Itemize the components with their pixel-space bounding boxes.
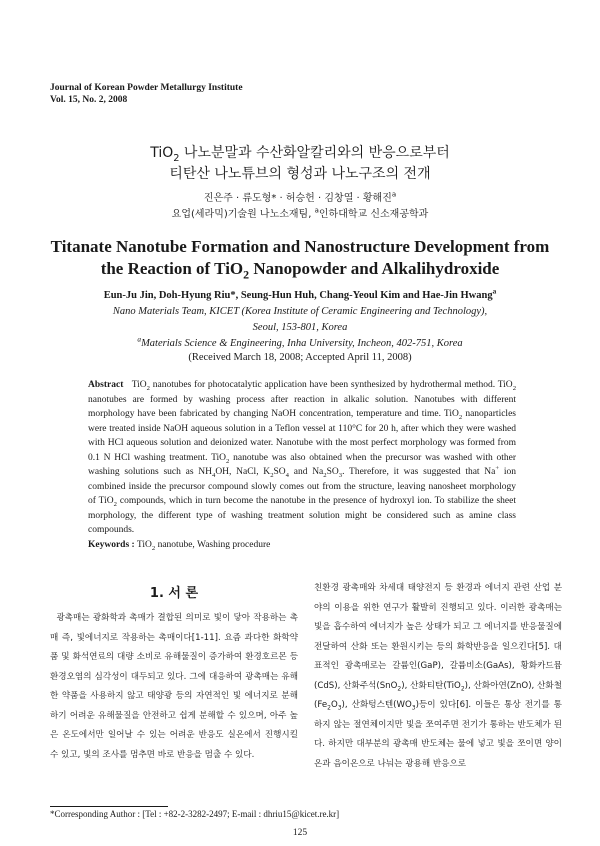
- received-dates: (Received March 18, 2008; Accepted April 11, 2008): [188, 352, 412, 363]
- korean-title: [0, 143, 600, 185]
- footnote-divider: [50, 806, 168, 807]
- korean-affiliation: 요업(세라믹)기술원 나노소재팀, $^a$인하대학교 신소재공학과: [171, 206, 429, 220]
- keywords: Keywords : TiO$_2$ nanotube, Washing procedure: [88, 540, 271, 552]
- english-affiliations: [0, 304, 600, 352]
- english-title-line1: Titanate Nanotube Formation and Nanostructure Development from: [50, 237, 550, 256]
- affiliation-kicet-city: Seoul, 153-801, Korea: [252, 322, 348, 333]
- affiliation-inha: $^a$Materials Science & Engineering, Inha University, Incheon, 402-751, Korea: [137, 334, 463, 349]
- korean-author-list: 진은주 · 류도형* · 허승헌 · 김창열 · 황해진$^a$: [203, 190, 397, 204]
- keywords-label: Keywords :: [88, 540, 135, 550]
- korean-title-line2: 티탄산 나노튜브의 형성과 나노구조의 전개: [169, 166, 431, 182]
- page-number: 125: [292, 828, 308, 838]
- korean-title-line1: TiO$_2$ 나노분말과 수산화알칼리와의 반응으로부터: [150, 145, 450, 164]
- body-column-left: 광촉매는 광화학과 촉매가 결합된 의미로 빛이 닿아 작용하는 촉매 즉, 빛에너지로 작용하는 촉매이다[1-11]. 요즘 과다한 화학약품 및 화석연료의 대량 소비로 유해물질이 증가하여 환경호르몬 등 환경오염의 심각성이 대두되고 있다. 그에 대응하여 광촉매는 유해한 약품을 사용하지 않고 태양광 등의 자연적인 빛 에너지로 분해하기 어려운 유해물질을 안전하고 쉽게 분해할 수 있으며, 아주 높은 온도에서만 일어날 수 있는 어려운 반응도 실온에서 진행시킬 수 있고, 빛의 조사를 멈추면 바로 반응을 멈출 수 있다.: [50, 613, 298, 760]
- body-column-right: 친환경 광촉매와 차세대 태양전지 등 환경과 에너지 관련 산업 분야의 이용을 위한 연구가 활발히 진행되고 있다. 이러한 광촉매는 빛을 흡수하여 에너지가 높은 상태가 되고 그 에너지를 반응물질에 전달하여 산화 또는 환원시키는 등의 화학반응을 일으킨다[5]. 대표적인 광촉매로는 갈륨인(GaP), 갈륨비소(GaAs), 황화카드뮴(CdS), 산화주석(SnO$_2$), 산화티탄(TiO$_2$), 산화아연(ZnO), 산화철$(Fe_2O_3)$, 산화텅스텐$(WO_3)$등이 있다[6]. 이들은 통상 전기를 통하지 않는 절연체이지만 빛을 쪼여주면 전기가 통하는 반도체가 된다. 하지만 대부분의 광촉매 반도체는 물에 넣고 빛을 쪼이면 양이온과 음이온으로 나눠는 광용해 반응으로: [314, 583, 562, 769]
- abstract: Abstract TiO$_2$ nanotubes for photocatalytic application have been synthesized by hydrothermal method. TiO$_2$ nanotubes are formed by washing process after reaction in alkalic solution. Nanotubes with different morphology have been fabricated by changing NaOH concentration, temperature and time. TiO$_2$ nanoparticles were treated inside NaOH aqueous solution in a Teflon vessel at 110°C for 20 h, after which they were washed with HCl aqueous solution and deionized water. Nanotube with the most perfect morphology was formed from 0.1 N HCl washing treatment. TiO$_2$ nanotube was also obtained when the precursor was washed with other washing solutions such as $NH_4OH$, NaCl, $K_2SO_4$ and $Na_2SO_3$. Therefore, it was suggested that Na+ ion combined inside the precursor compound slowly comes out from the structure, leaving nanosheet morphology of TiO$_2$ compounds, which in turn become the nanotube in the presence of hydroxyl ion. To stabilize the sheet morphology, the different type of washing treatment solution might be considered such as amine class compounds.: [88, 380, 517, 535]
- abstract-label: Abstract: [88, 380, 124, 390]
- english-title: [0, 236, 600, 280]
- english-authors: Eun-Ju Jin, Doh-Hyung Riu*, Seung-Hun Huh, Chang-Yeoul Kim and Hae-Jin Hwang$^a$: [103, 286, 497, 301]
- journal-volume: Vol. 15, No. 2, 2008: [50, 95, 128, 105]
- journal-header: [50, 82, 243, 106]
- corresponding-author-footnote: *Corresponding Author : [Tel : +82-2-3282-2497; E-mail : dhriu15@kicet.re.kr]: [50, 809, 340, 819]
- section-heading-introduction: 1. 서 론: [149, 586, 199, 601]
- english-title-line2: the Reaction of TiO$_2$ Nanopowder and Alkalihydroxide: [100, 259, 500, 282]
- korean-authors: [0, 191, 600, 223]
- journal-name: Journal of Korean Powder Metallurgy Institute: [50, 83, 243, 93]
- affiliation-kicet: Nano Materials Team, KICET (Korea Institute of Ceramic Engineering and Technology),: [112, 306, 488, 317]
